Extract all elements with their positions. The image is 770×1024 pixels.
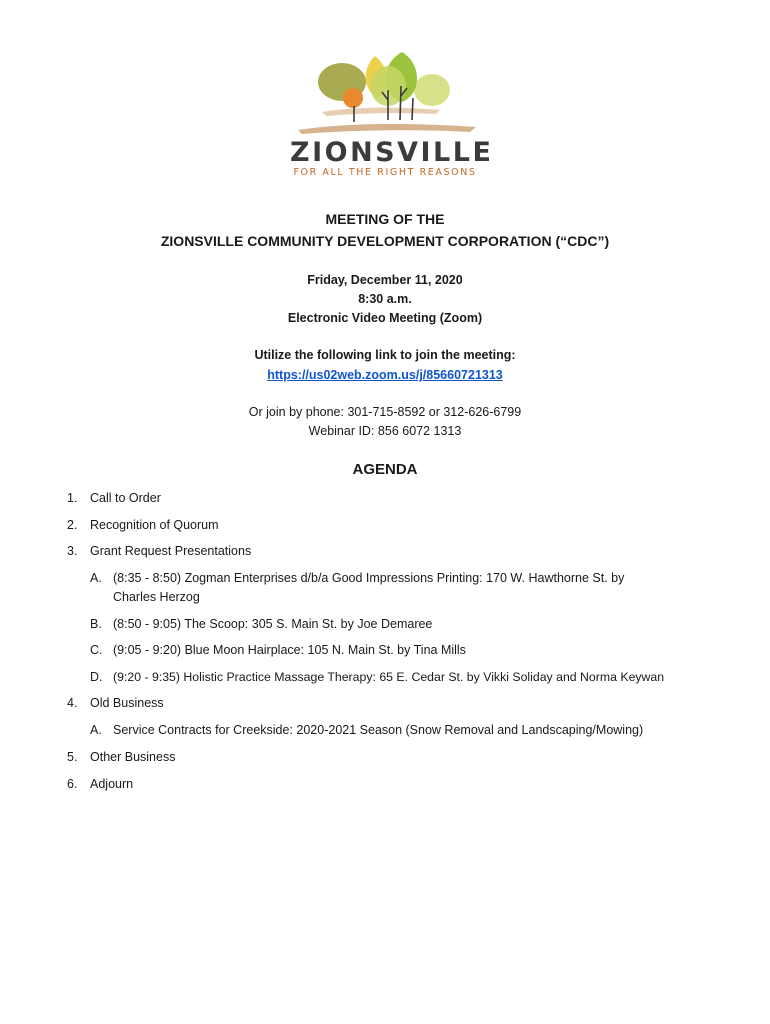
agenda-item-number: 1. <box>67 491 78 505</box>
agenda-item-number: 2. <box>67 518 78 532</box>
subitem-text: (8:35 - 8:50) Zogman Enterprises d/b/a Good Impressions Printing: 170 W. Hawthorne St. by <box>113 571 625 585</box>
subitem-letter: D. <box>90 670 103 684</box>
link-intro: Utilize the following link to join the meeting: <box>254 348 516 362</box>
meeting-venue: Electronic Video Meeting (Zoom) <box>287 311 483 325</box>
agenda-item-text: Recognition of Quorum <box>90 518 219 532</box>
subitem-letter: A. <box>90 571 102 585</box>
agenda-item-number: 3. <box>67 544 78 558</box>
agenda-item-number: 4. <box>67 696 78 710</box>
agenda-heading: AGENDA <box>352 461 418 478</box>
meeting-date: Friday, December 11, 2020 <box>307 273 463 287</box>
subitem-text-continued: Charles Herzog <box>113 590 200 604</box>
agenda-item-number: 6. <box>67 777 78 791</box>
agenda-item-text: Grant Request Presentations <box>90 544 252 558</box>
subitem-text: Service Contracts for Creekside: 2020-2021 Season (Snow Removal and Landscaping/Mowing) <box>113 723 644 737</box>
meeting-title-line1: MEETING OF THE <box>325 211 445 227</box>
agenda-item-text: Old Business <box>90 696 164 710</box>
agenda-item-text: Other Business <box>90 750 176 764</box>
zoom-link-row <box>0 365 770 385</box>
agenda-subitem-3a <box>90 569 760 607</box>
agenda-item-text: Adjourn <box>90 777 134 791</box>
logo-tagline: FOR ALL THE RIGHT REASONS <box>293 167 477 178</box>
subitem-text: (9:20 - 9:35) Holistic Practice Massage Therapy: 65 E. Cedar St. by Vikki Soliday and Norma Keywan <box>113 670 665 684</box>
subitem-text: (9:05 - 9:20) Blue Moon Hairplace: 105 N. Main St. by Tina Mills <box>113 643 466 657</box>
logo-wordmark: ZIONSVILLE <box>290 137 494 168</box>
meeting-title-line2: ZIONSVILLE COMMUNITY DEVELOPMENT CORPORATION (“CDC”) <box>160 233 610 249</box>
phone-line: Or join by phone: 301-715-8592 or 312-626-6799 <box>248 405 522 419</box>
zionsville-logo <box>280 50 494 182</box>
subitem-letter: A. <box>90 723 102 737</box>
agenda-item-text: Call to Order <box>90 491 161 505</box>
meeting-time: 8:30 a.m. <box>358 292 412 306</box>
tree-logo-graphic <box>280 50 490 140</box>
webinar-id: Webinar ID: 856 6072 1313 <box>308 424 462 438</box>
subitem-text: (8:50 - 9:05) The Scoop: 305 S. Main St. by Joe Demaree <box>113 617 433 631</box>
subitem-letter: C. <box>90 643 103 657</box>
agenda-item-number: 5. <box>67 750 78 764</box>
subitem-letter: B. <box>90 617 102 631</box>
zoom-link[interactable]: https://us02web.zoom.us/j/85660721313 <box>267 368 503 382</box>
